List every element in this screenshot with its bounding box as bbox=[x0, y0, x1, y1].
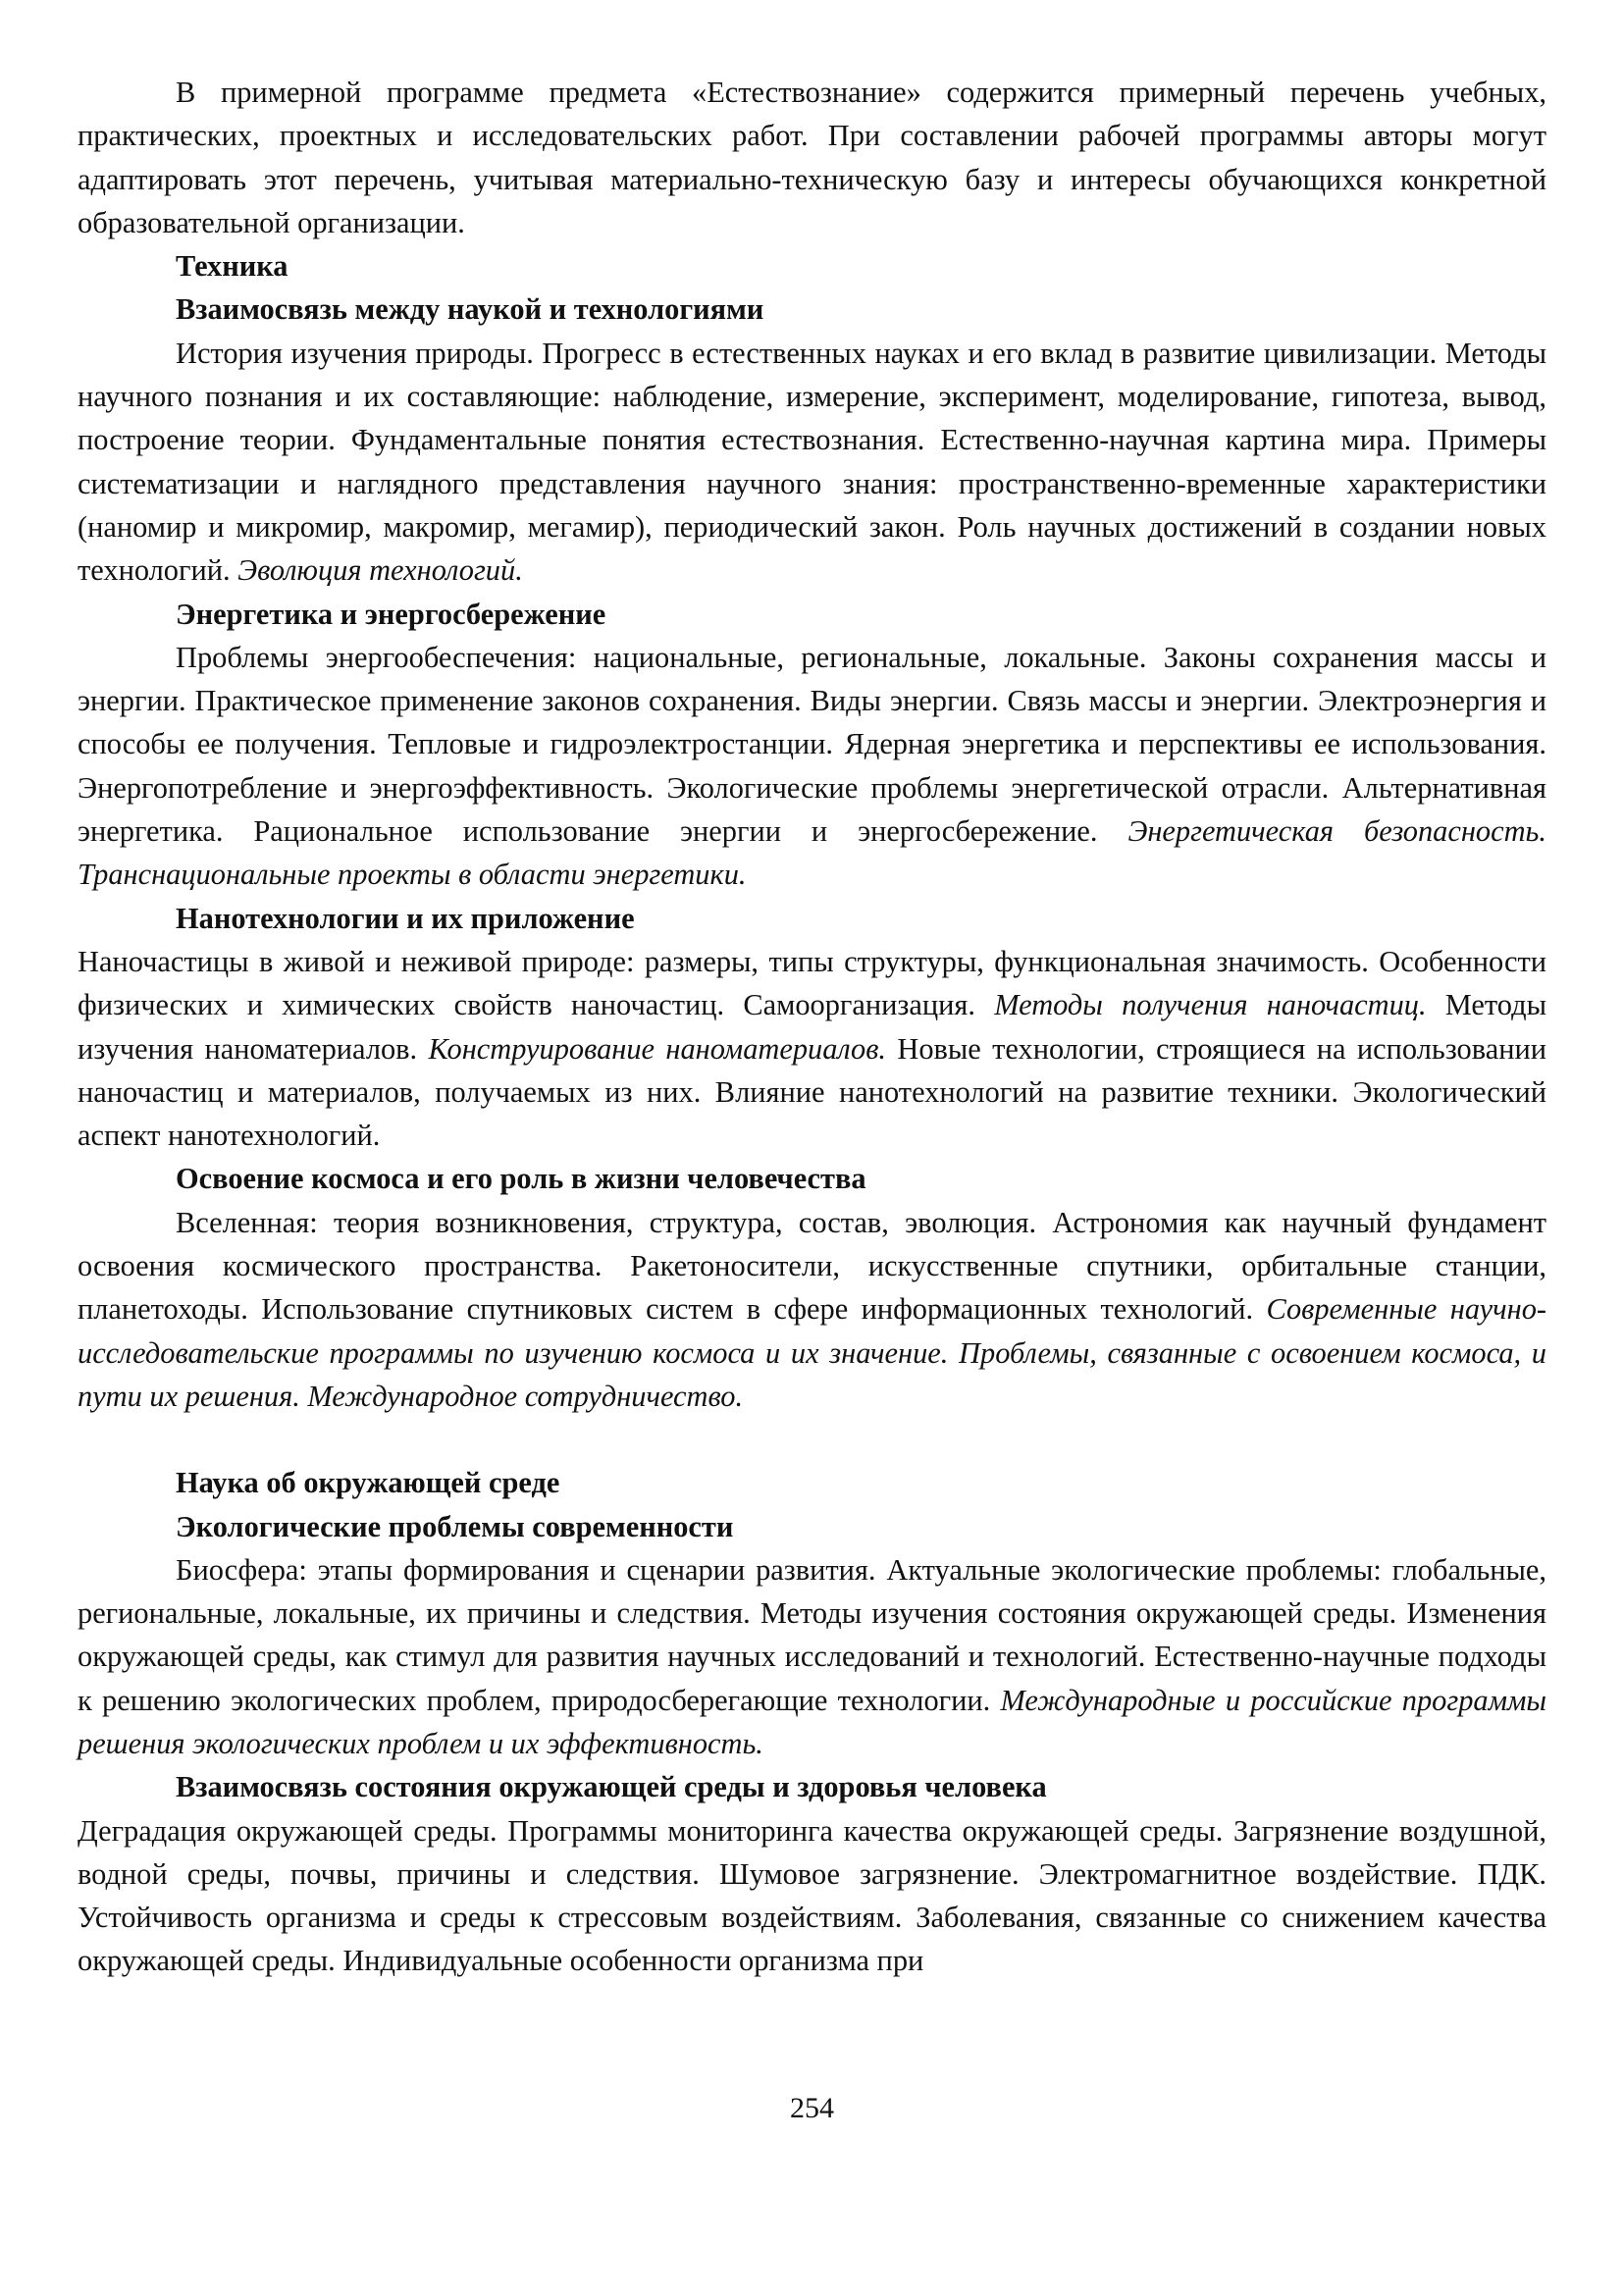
subsection-heading-health: Взаимосвязь состояния окружающей среды и здоровья человека bbox=[176, 1770, 1047, 1804]
paragraph-text: История изучения природы. Прогресс в естественных науках и его вклад в развитие цивилизации. Методы научного познания и их составляющие: наблюдение, измерение, эксперимент, моделирование, гипотеза, вывод, построение теории. Фундаментальные понятия естествознания. Естественно-научная картина мира. Примеры систематизации и наглядного представления научного знания: пространственно-временные характеристики (наномир и микромир, макромир, мегамир), периодический закон. Роль научных достижений в создании новых технологий. bbox=[78, 336, 1546, 588]
italic-text: Современные научно-исследовательские программы по изучению космоса и их значение. Проблемы, связанные с освоением космоса, и пути их решения. Международное сотрудничество. bbox=[78, 1292, 1547, 1413]
paragraph-ecology bbox=[78, 1548, 1546, 1765]
paragraph-science-tech bbox=[78, 332, 1546, 593]
paragraph-text: Наночастицы в живой и неживой природе: размеры, типы структуры, функциональная значимость. Особенности физических и химических свойств наночастиц. Самоорганизация. bbox=[78, 944, 1546, 1022]
subsection-heading-space: Освоение космоса и его роль в жизни человечества bbox=[176, 1162, 866, 1196]
paragraph-space bbox=[78, 1201, 1546, 1418]
subsection-heading-ecology: Экологические проблемы современности bbox=[176, 1509, 734, 1543]
paragraph-text: Биосфера: этапы формирования и сценарии развития. Актуальные экологические проблемы: глобальные, региональные, локальные, их причины и следствия. Методы изучения состояния окружающей среды. Изменения окружающей среды, как стимул для развития научных исследований и технологий. Естественно-научные подходы к решению экологических проблем, природосберегающие технологии. bbox=[78, 1552, 1546, 1717]
section-heading-technology: Техника bbox=[176, 249, 288, 284]
italic-text: Конструирование наноматериалов. bbox=[428, 1031, 887, 1066]
subsection-heading-science-tech: Взаимосвязь между наукой и технологиями bbox=[176, 292, 764, 327]
italic-text: Методы получения наночастиц. bbox=[994, 988, 1427, 1022]
intro-paragraph: В примерной программе предмета «Естествознание» содержится примерный перечень учебных, практических, проектных и исследовательских работ. При составлении рабочей программы авторы могут адаптировать этот перечень, учитывая материально-техническую базу и интересы обучающихся конкретной образовательной организации. bbox=[78, 76, 1546, 239]
page-number: 254 bbox=[790, 2092, 834, 2124]
paragraph-text: Проблемы энергообеспечения: национальные, региональные, локальные. Законы сохранения массы и энергии. Практическое применение законов сохранения. Виды энергии. Связь массы и энергии. Электроэнергия и способы ее получения. Тепловые и гидроэлектростанции. Ядерная энергетика и перспективы ее использования. Энергопотребление и энергоэффективность. Экологические проблемы энергетической отрасли. Альтернативная энергетика. Рациональное использование энергии и энергосбережение. bbox=[78, 640, 1546, 849]
italic-text: Энергетическая безопасность. Транснациональные проекты в области энергетики. bbox=[78, 814, 1546, 892]
paragraph-nano bbox=[78, 940, 1546, 1157]
subsection-heading-nano: Нанотехнологии и их приложение bbox=[176, 901, 635, 935]
paragraph-energy bbox=[78, 636, 1546, 897]
paragraph-text: Вселенная: теория возникновения, структура, состав, эволюция. Астрономия как научный фундамент освоения космического пространства. Ракетоносители, искусственные спутники, орбитальные станции, планетоходы. Использование спутниковых систем в сфере информационных технологий. bbox=[78, 1205, 1546, 1327]
section-heading-environment: Наука об окружающей среде bbox=[176, 1466, 560, 1500]
paragraph-text: Методы изучения наноматериалов. bbox=[78, 988, 1546, 1066]
italic-text: Международные и российские программы решения экологических проблем и их эффективность. bbox=[78, 1683, 1546, 1760]
subsection-heading-energy: Энергетика и энергосбережение bbox=[176, 597, 606, 631]
spacer bbox=[78, 1418, 1546, 1461]
paragraph-text: Новые технологии, строящиеся на использовании наночастиц и материалов, получаемых из них. Влияние нанотехнологий на развитие техники. Экологический аспект нанотехнологий. bbox=[78, 1031, 1546, 1153]
italic-text: Эволюция технологий. bbox=[237, 553, 523, 588]
document-page bbox=[78, 71, 1546, 1983]
paragraph-health: Деградация окружающей среды. Программы мониторинга качества окружающей среды. Загрязнение воздушной, водной среды, почвы, причины и следствия. Шумовое загрязнение. Электромагнитное воздействие. ПДК. Устойчивость организма и среды к стрессовым воздействиям. Заболевания, связанные со снижением качества окружающей среды. Индивидуальные особенности организма при bbox=[78, 1813, 1546, 1978]
